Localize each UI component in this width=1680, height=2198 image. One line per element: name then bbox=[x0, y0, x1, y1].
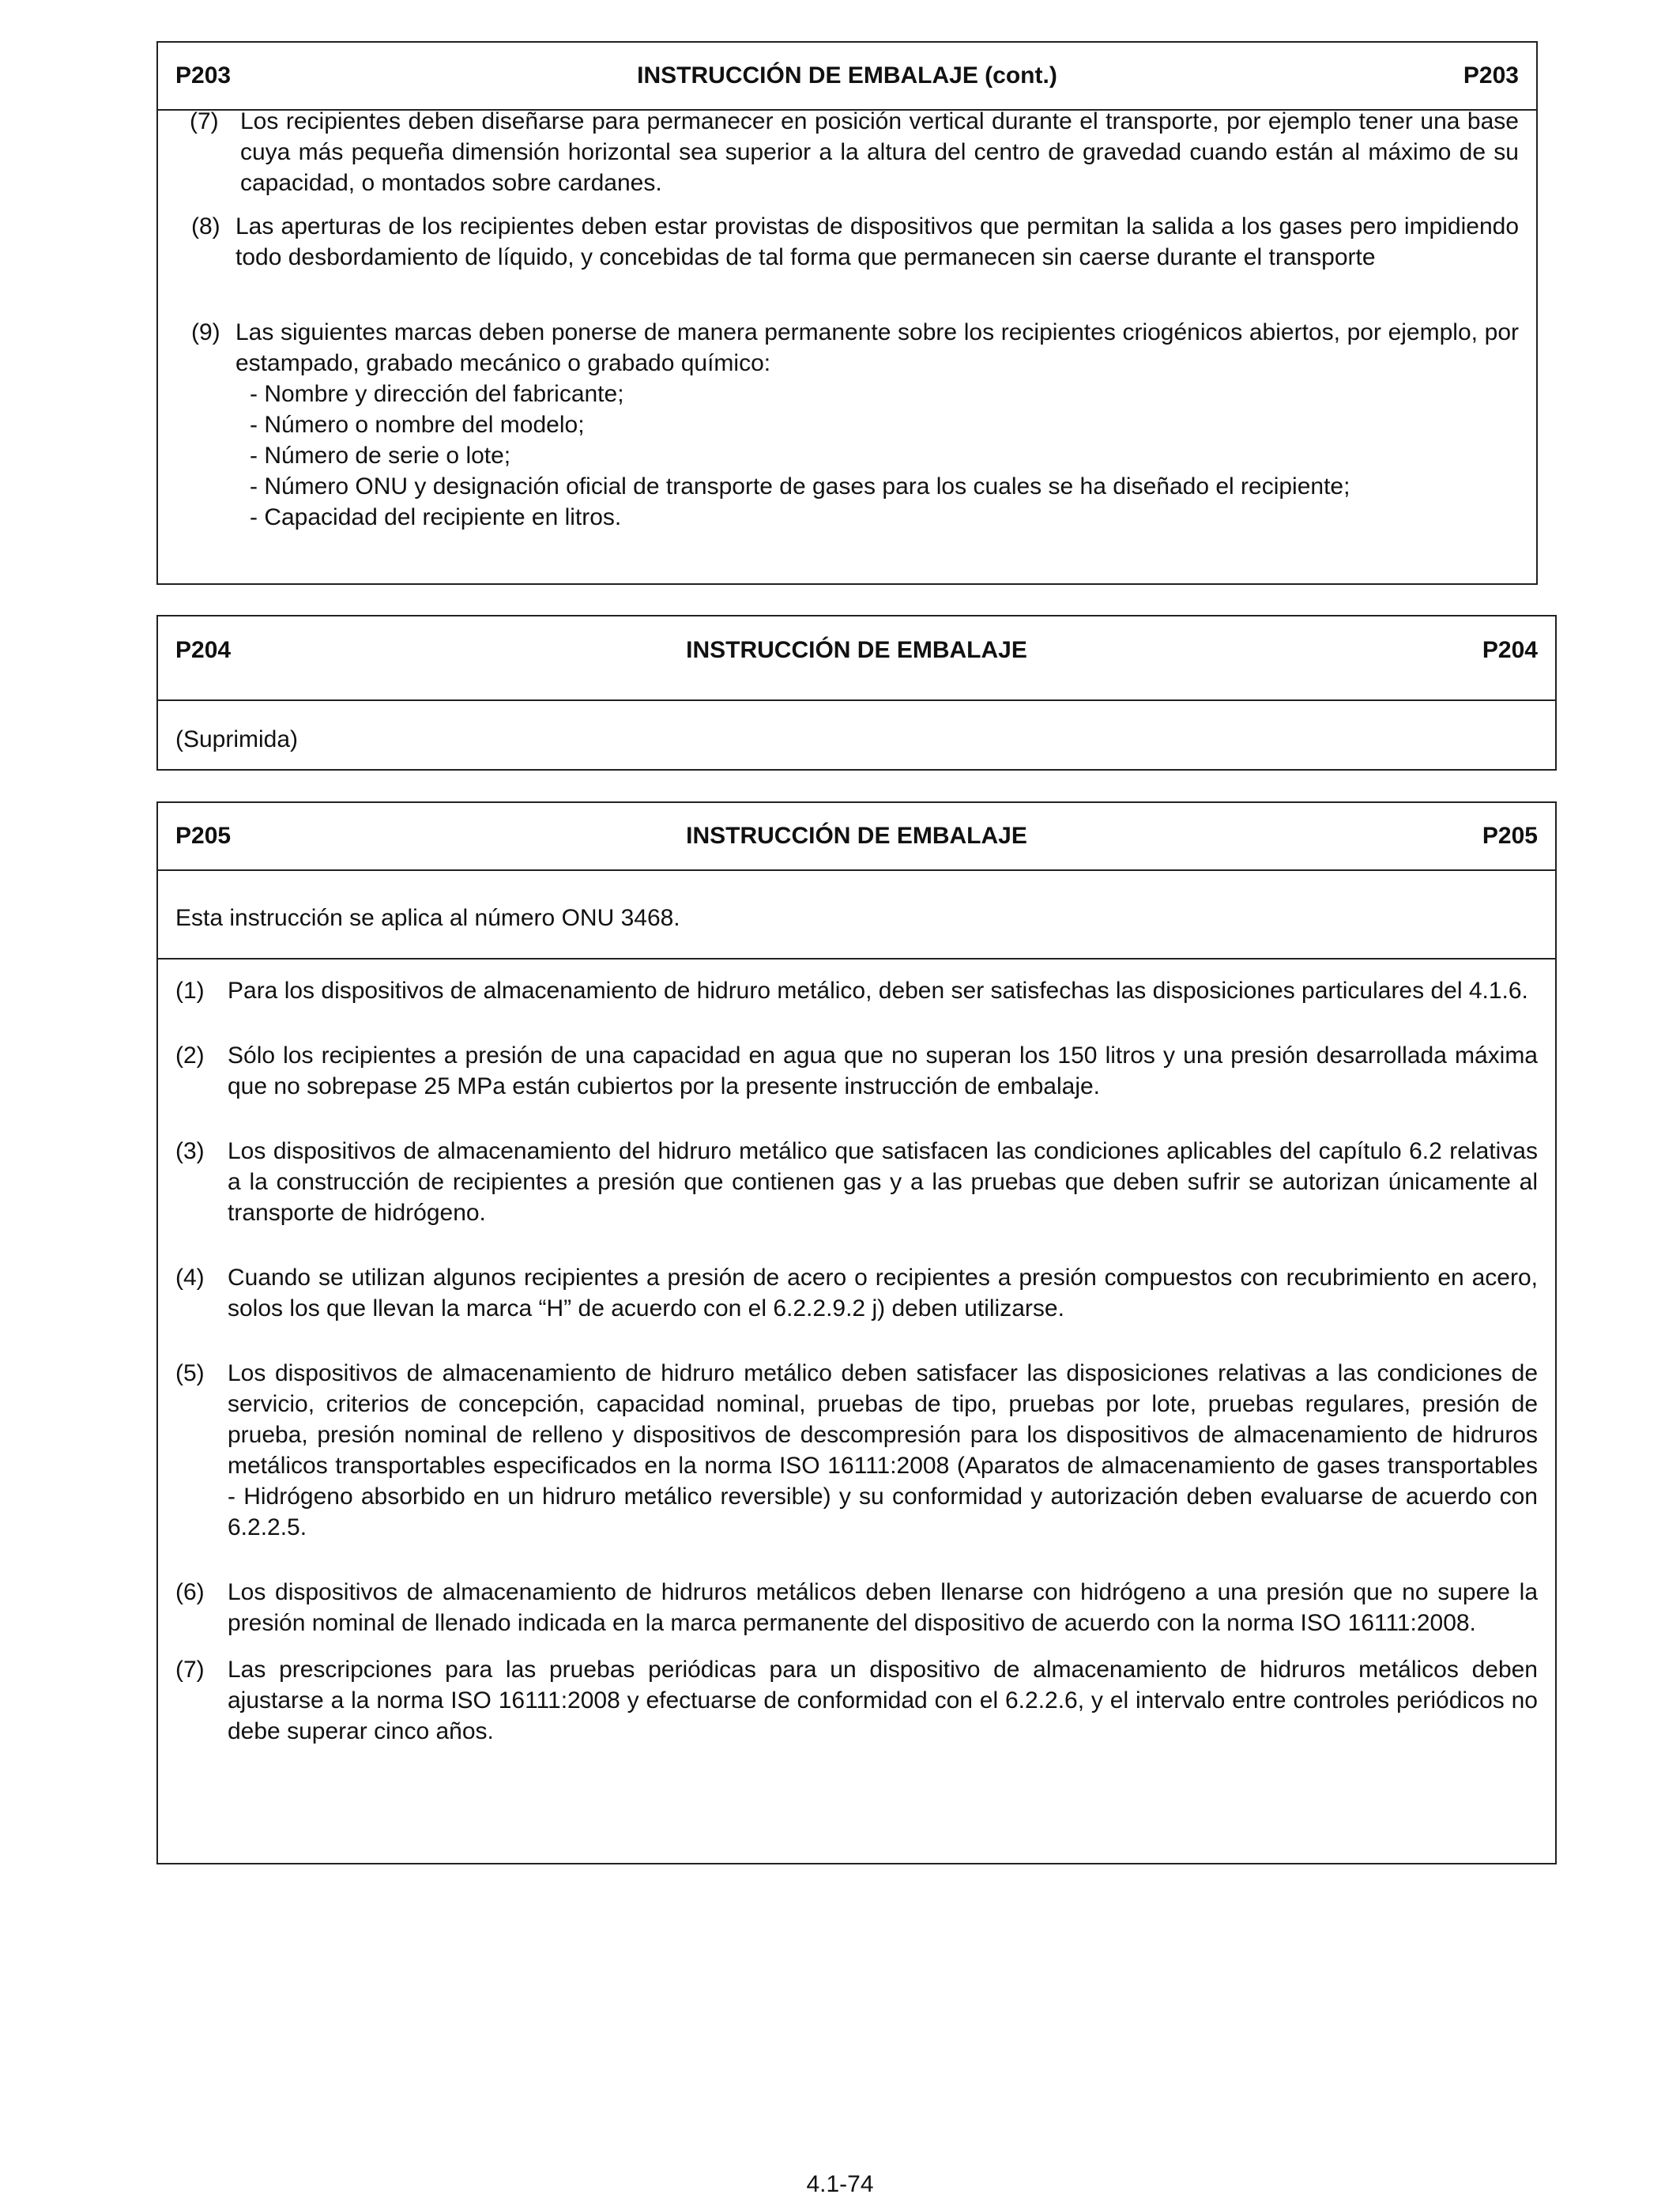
item-number: (4) bbox=[175, 1265, 205, 1291]
item-number: (7) bbox=[175, 1657, 205, 1683]
p205-item-2 bbox=[175, 1040, 1538, 1102]
p203-item-9 bbox=[191, 317, 1519, 533]
p204-header bbox=[158, 616, 1555, 701]
p203-code-left: P203 bbox=[175, 62, 232, 89]
item-text: Los dispositivos de almacenamiento de hidruros metálicos deben llenarse con hidrógeno a una presión que no supere la presión nominal de llenado indicada en la marca permanente del dispositivo de acuerdo con la norma ISO 16111:2008. bbox=[228, 1579, 1538, 1636]
item-text: Sólo los recipientes a presión de una capacidad en agua que no superan los 150 litros y una presión desarrollada máxima que no sobrepase 25 MPa están cubiertos por la presente instrucción de embalaje. bbox=[228, 1042, 1538, 1099]
p205-box bbox=[156, 801, 1557, 1864]
p205-item-1 bbox=[175, 975, 1538, 1006]
item-number: (8) bbox=[191, 213, 220, 239]
p203-item-9-text: Las siguientes marcas deben ponerse de manera permanente sobre los recipientes criogénicos abiertos, por ejemplo, por estampado, grabado mecánico o grabado químico: bbox=[235, 319, 1519, 376]
bullet-item: - Capacidad del recipiente en litros. bbox=[250, 504, 622, 530]
item-text bbox=[235, 317, 1519, 533]
item-number: (3) bbox=[175, 1138, 205, 1164]
p205-item-3 bbox=[175, 1136, 1538, 1228]
p204-code-right: P204 bbox=[1482, 637, 1538, 663]
p203-title: INSTRUCCIÓN DE EMBALAJE (cont.) bbox=[637, 62, 1057, 89]
p205-intro: Esta instrucción se aplica al número ONU 3468. bbox=[175, 905, 680, 931]
p203-header bbox=[158, 43, 1536, 111]
item-text: Los recipientes deben diseñarse para permanecer en posición vertical durante el transporte, por ejemplo tener una base cuya más pequeña dimensión horizontal sea superior a la altura del centro de gravedad cuando están al máximo de su capacidad, o montados sobre cardanes. bbox=[240, 108, 1519, 196]
p205-intro-row bbox=[158, 871, 1555, 960]
item-number: (1) bbox=[175, 978, 205, 1004]
p205-item-5 bbox=[175, 1358, 1538, 1543]
bullet-item: - Número ONU y designación oficial de transporte de gases para los cuales se ha diseñado el recipiente; bbox=[250, 473, 1350, 500]
item-number: (5) bbox=[175, 1360, 205, 1386]
item-text: Las prescripciones para las pruebas periódicas para un dispositivo de almacenamiento de hidruros metálicos deben ajustarse a la norma ISO 16111:2008 y efectuarse de conformidad con el 6.2.2.6, y el intervalo entre controles periódicos no debe superar cinco años. bbox=[228, 1657, 1538, 1744]
p205-item-6 bbox=[175, 1577, 1538, 1638]
item-text: Los dispositivos de almacenamiento de hidruro metálico deben satisfacer las disposiciones relativas a las condiciones de servicio, criterios de concepción, capacidad nominal, pruebas de tipo, pruebas por lote, pruebas regulares, presión de prueba, presión nominal de relleno y dispositivos de descompresión para los dispositivos de almacenamiento de hidruros metálicos transportables especificados en la norma ISO 16111:2008 (Aparatos de almacenamiento de gases transportables - Hidrógeno absorbido en un hidruro metálico reversible) y su conformidad y autorización deben evaluarse de acuerdo con 6.2.2.5. bbox=[228, 1360, 1538, 1540]
p205-code-right: P205 bbox=[1482, 823, 1538, 849]
item-number: (2) bbox=[175, 1042, 205, 1069]
p203-box bbox=[156, 41, 1538, 585]
p204-status: (Suprimida) bbox=[175, 726, 299, 752]
p205-item-4 bbox=[175, 1262, 1538, 1324]
item-number: (7) bbox=[190, 108, 219, 134]
p204-code-left: P204 bbox=[175, 637, 232, 663]
p205-item-7 bbox=[175, 1654, 1538, 1747]
item-number: (9) bbox=[191, 319, 220, 345]
item-text: Para los dispositivos de almacenamiento de hidruro metálico, deben ser satisfechas las disposiciones particulares del 4.1.6. bbox=[228, 978, 1528, 1004]
bullet-item: - Número o nombre del modelo; bbox=[250, 412, 585, 438]
bullet-item: - Nombre y dirección del fabricante; bbox=[250, 381, 624, 407]
p203-item-7 bbox=[190, 106, 1519, 198]
p205-title: INSTRUCCIÓN DE EMBALAJE bbox=[686, 823, 1027, 849]
p205-header bbox=[158, 803, 1555, 871]
p204-box bbox=[156, 615, 1557, 771]
p204-title: INSTRUCCIÓN DE EMBALAJE bbox=[686, 637, 1027, 663]
p203-code-right: P203 bbox=[1463, 62, 1519, 89]
p205-body bbox=[175, 975, 1538, 1747]
p203-item-8 bbox=[191, 211, 1519, 273]
p205-code-left: P205 bbox=[175, 823, 232, 849]
page-number: 4.1-74 bbox=[806, 2171, 874, 2197]
item-text: Las aperturas de los recipientes deben estar provistas de dispositivos que permitan la salida a los gases pero impidiendo todo desbordamiento de líquido, y concebidas de tal forma que permanecen sin caerse durante el transporte bbox=[235, 213, 1519, 270]
bullet-item: - Número de serie o lote; bbox=[250, 443, 511, 469]
item-text: Los dispositivos de almacenamiento del hidruro metálico que satisfacen las condiciones aplicables del capítulo 6.2 relativas a la construcción de recipientes a presión que contienen gas y a las pruebas que deben sufrir se autorizan únicamente al transporte de hidrógeno. bbox=[228, 1138, 1538, 1226]
item-number: (6) bbox=[175, 1579, 205, 1605]
item-text: Cuando se utilizan algunos recipientes a presión de acero o recipientes a presión compuestos con recubrimiento en acero, solos los que llevan la marca “H” de acuerdo con el 6.2.2.9.2 j) deben utilizarse. bbox=[228, 1265, 1538, 1321]
